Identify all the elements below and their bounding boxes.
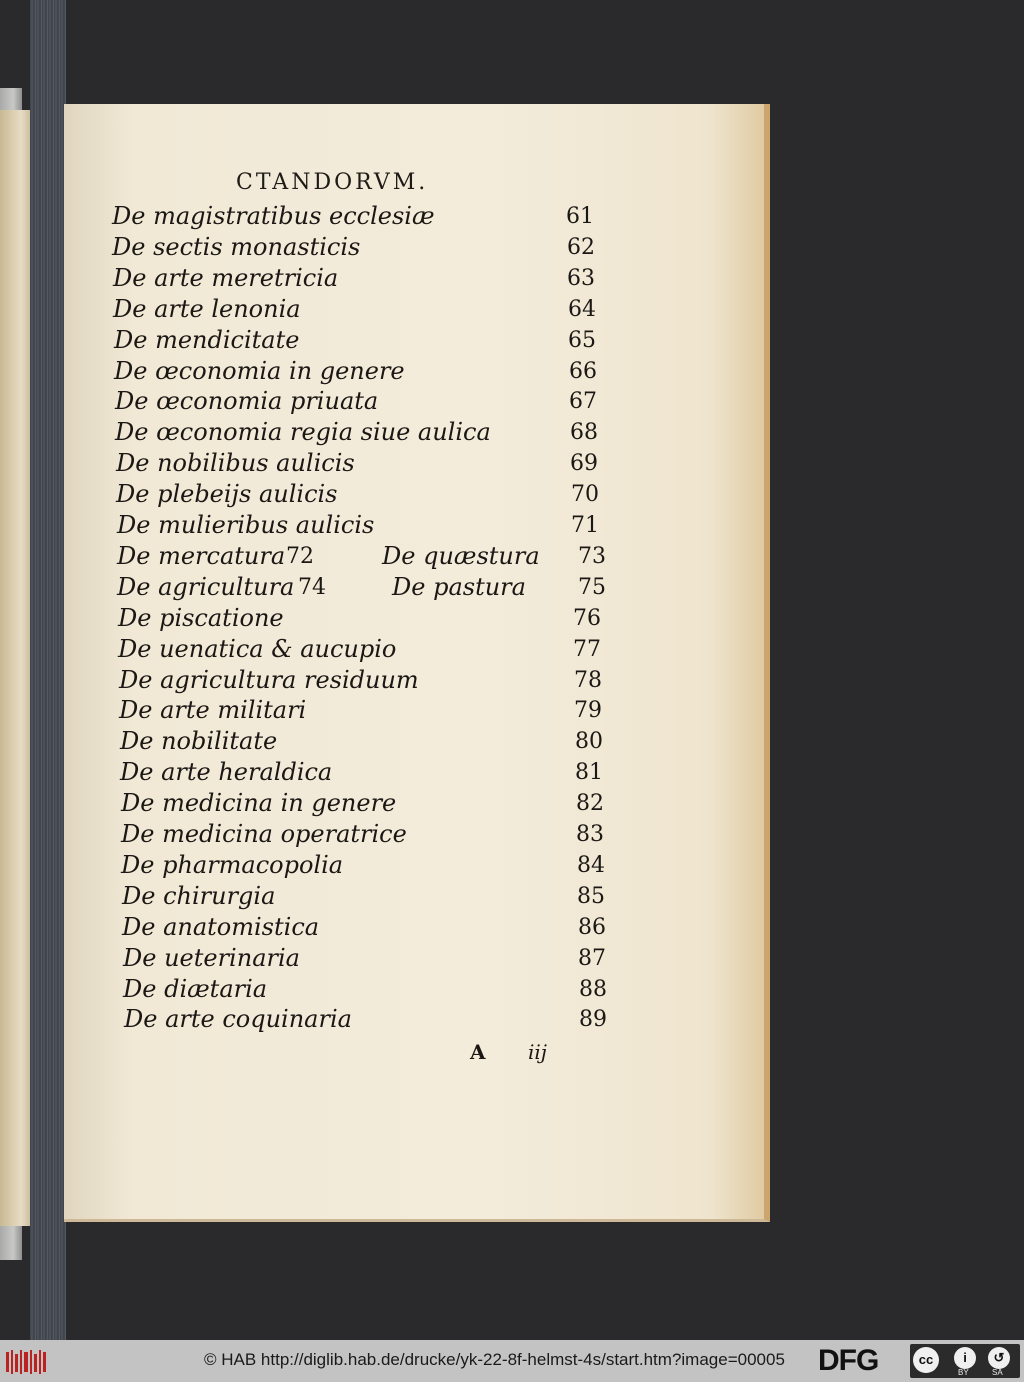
barcode-icon — [6, 1348, 48, 1376]
book-spine — [30, 0, 66, 1340]
toc-entry-page: 77 — [573, 636, 601, 662]
toc-entry-page: 67 — [569, 389, 597, 415]
toc-entry-page: 79 — [574, 698, 602, 724]
toc-entry-page: 71 — [571, 513, 599, 538]
toc-entry-page: 78 — [574, 667, 602, 693]
toc-entry-title: De magistratibus ecclesiæ — [112, 202, 435, 230]
running-head: CTANDORVM. — [236, 170, 429, 195]
toc-entry-title: De anatomistica — [122, 912, 320, 941]
cc-icon: cc — [913, 1347, 939, 1373]
toc-entry-page: 69 — [570, 451, 598, 477]
toc-entry-page: 81 — [575, 760, 603, 786]
toc-entry-title: De agricultura residuum — [119, 665, 419, 694]
toc-entry-page: 74 — [298, 574, 326, 600]
toc-entry-title: De mercatura — [117, 541, 286, 570]
toc-entry-title: De mendicitate — [114, 325, 300, 354]
toc-entry-second-title: De quæstura — [382, 541, 540, 570]
facing-page-edge — [0, 110, 30, 1226]
toc-entry-page: 87 — [578, 945, 606, 971]
toc-entry-title: De mulieribus aulicis — [117, 511, 375, 539]
toc-entry-title: De uenatica & aucupio — [118, 634, 397, 663]
toc-entry-title: De ueterinaria — [123, 943, 300, 972]
toc-entry-page: 84 — [577, 852, 605, 878]
signature-letter: A — [470, 1040, 486, 1064]
toc-entry-page: 61 — [566, 204, 594, 229]
footer-bar — [0, 1340, 1024, 1382]
toc-entry-title: De œconomia priuata — [115, 387, 379, 416]
toc-entry-page: 72 — [286, 543, 314, 569]
toc-entry-page: 89 — [579, 1007, 607, 1033]
toc-entry-title: De arte militari — [119, 696, 307, 725]
toc-entry-title: De agricultura — [117, 572, 295, 601]
toc-entry-title: De piscatione — [118, 603, 284, 632]
toc-entry-page: 66 — [569, 358, 597, 384]
toc-entry-page: 82 — [576, 791, 604, 817]
sa-icon: ↺ — [988, 1347, 1010, 1369]
toc-entry-title: De nobilibus aulicis — [116, 449, 355, 478]
toc-entry-title: De arte lenonia — [113, 294, 301, 323]
toc-entry-title: De medicina operatrice — [121, 820, 407, 848]
by-icon: i — [954, 1347, 976, 1369]
toc-entry-second-page: 75 — [578, 574, 606, 600]
toc-entry-title: De nobilitate — [120, 727, 278, 756]
toc-entry-title: De œconomia regia siue aulica — [115, 418, 491, 447]
toc-entry-title: De plebeijs aulicis — [116, 480, 338, 509]
signature-number: iij — [528, 1040, 547, 1064]
dfg-logo[interactable]: DFG — [818, 1344, 879, 1377]
toc-entry-title: De diætaria — [123, 974, 268, 1003]
copyright-link[interactable]: © HAB http://diglib.hab.de/drucke/yk-22-8f-helmst-4s/start.htm?image=00005 — [204, 1350, 785, 1369]
toc-entry-title: De medicina in genere — [121, 789, 397, 818]
toc-entry-page: 64 — [568, 296, 596, 322]
cc-by-sa-icon[interactable] — [910, 1344, 1020, 1378]
toc-entry-title: De arte heraldica — [120, 758, 333, 787]
toc-entry-page: 70 — [571, 482, 599, 508]
toc-entry-page: 86 — [578, 914, 606, 940]
toc-entry-page: 65 — [568, 327, 596, 353]
toc-entry-title: De arte meretricia — [113, 263, 339, 292]
toc-entry-page: 76 — [573, 605, 601, 631]
by-label: BY — [958, 1368, 969, 1377]
toc-entry-title: De sectis monasticis — [112, 232, 361, 261]
toc-entry-second-title: De pastura — [392, 572, 526, 601]
toc-entry-page: 68 — [570, 420, 598, 446]
toc-entry-page: 83 — [576, 822, 604, 847]
toc-entry-title: De chirurgia — [122, 881, 276, 910]
toc-entry-title: De œconomia in genere — [114, 356, 405, 385]
toc-entry-page: 62 — [567, 234, 595, 260]
toc-entry-title: De pharmacopolia — [121, 850, 344, 879]
sa-label: SA — [992, 1368, 1003, 1377]
toc-entry-page: 80 — [575, 729, 603, 755]
toc-entry-page: 88 — [579, 976, 607, 1002]
toc-entry-title: De arte coquinaria — [124, 1005, 352, 1034]
toc-entry-page: 63 — [567, 265, 595, 291]
toc-entry-second-page: 73 — [578, 543, 606, 569]
toc-entry-page: 85 — [577, 883, 605, 909]
